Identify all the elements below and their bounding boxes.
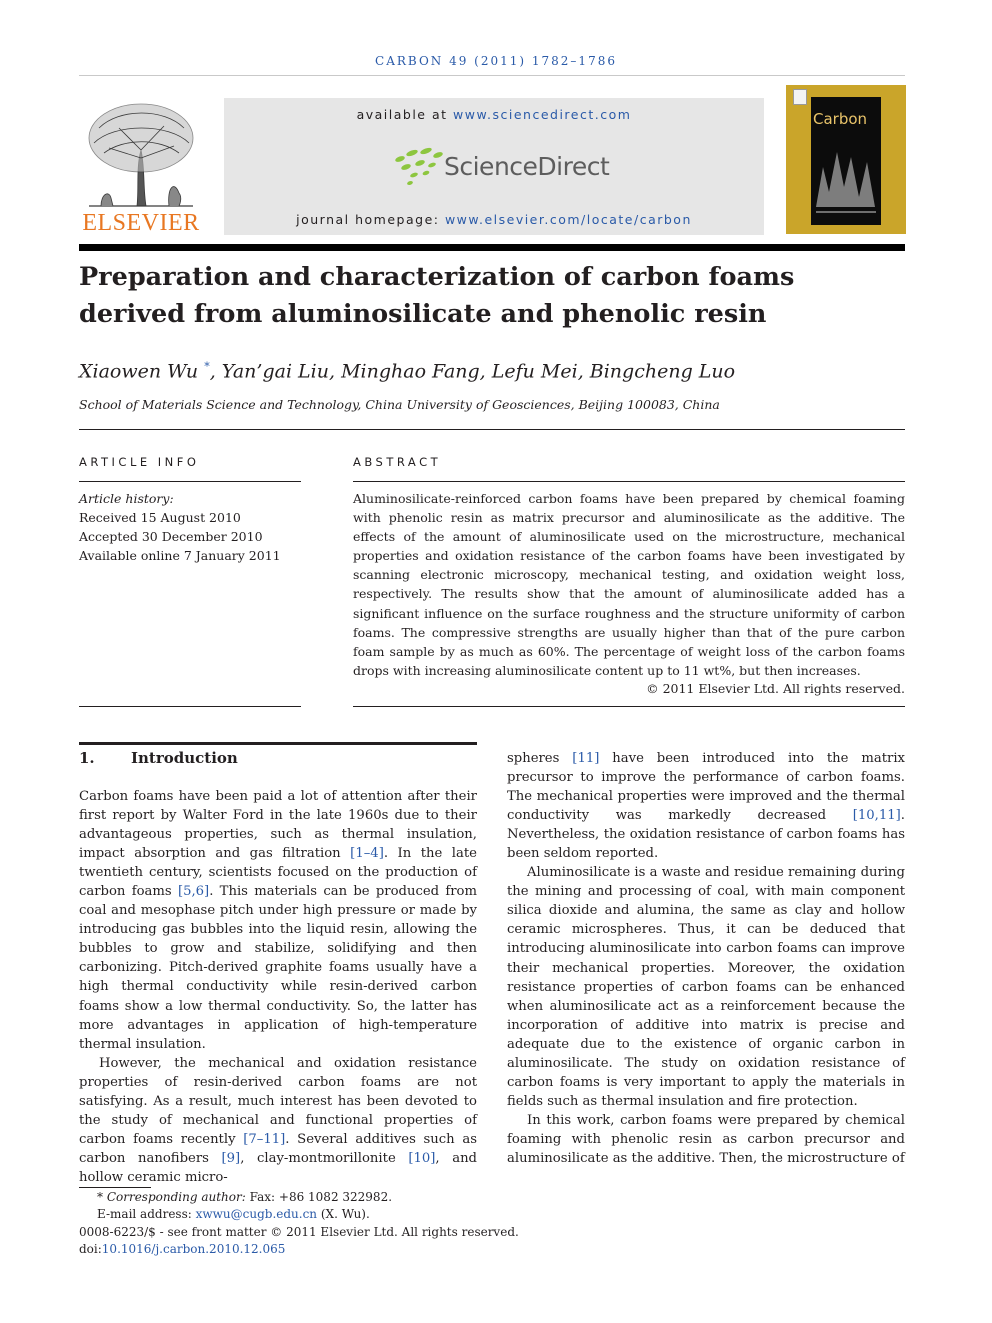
citation-link[interactable]: [9] (221, 1150, 241, 1166)
article-info-bottom-rule (79, 706, 301, 707)
email-label: E-mail address: (97, 1207, 196, 1222)
journal-reference: CARBON 49 (2011) 1782–1786 (375, 54, 617, 68)
accepted-date: Accepted 30 December 2010 (79, 529, 263, 544)
history-heading: Article history: (79, 491, 174, 506)
doi-link[interactable]: 10.1016/j.carbon.2010.12.065 (101, 1241, 286, 1256)
paragraph: Aluminosilicate is a waste and residue remaining during the mining and processing of coal, with main component silica dioxide and alumina, the same as clay and hollow ceramic microspheres. Thus, it can be deduced that introducing aluminosilicate into carbon foams can improve their mechanical properties. Moreover, the oxidation resistance properties of carbon foams can be enhanced when aluminosilicate act as a reinforcement because the incorporation of additive into matrix is precise and adequate due to the existence of organic carbon in aluminosilicate. The study on oxidation resistance of carbon foams is very important to apply the materials in fields such as thermal insulation and fire protection. (507, 865, 905, 1109)
section-title: Introduction (131, 749, 238, 767)
section-number: 1. (79, 749, 95, 767)
received-date: Received 15 August 2010 (79, 510, 241, 525)
abstract-top-rule (353, 481, 905, 482)
other-authors: , Yan’gai Liu, Minghao Fang, Lefu Mei, Bingcheng Luo (209, 360, 736, 383)
sciencedirect-wordmark: ScienceDirect (444, 152, 610, 181)
intro-heading-rule (79, 742, 477, 745)
text-run: However, the mechanical and oxidation resistance properties of resin-derived carbon foams are not satisfying. As a result, much interest has been devoted to the study of mechanical and functional properties of carbon foams recently (79, 1055, 477, 1147)
available-at-line (224, 107, 764, 122)
email-link[interactable]: xwwu@cugb.edu.cn (195, 1207, 318, 1222)
citation-link[interactable]: [10] (408, 1150, 436, 1166)
text-run: . In the late twentieth century, scientists focused on the production of carbon foams (79, 846, 477, 900)
article-history (79, 489, 281, 565)
online-date: Available online 7 January 2011 (79, 548, 281, 563)
footnote-star: * (97, 1190, 103, 1204)
paragraph (79, 787, 477, 1054)
abstract-copyright: © 2011 Elsevier Ltd. All rights reserved. (646, 681, 905, 696)
email-note (79, 1206, 519, 1223)
email-suffix: (X. Wu). (317, 1207, 370, 1222)
citation-link[interactable]: [5,6] (177, 884, 210, 900)
footnote-rule (79, 1187, 151, 1188)
header-top-rule (79, 75, 905, 76)
corresponding-author-mark[interactable]: * (204, 360, 210, 373)
body-column-right (507, 749, 905, 1168)
header-thick-rule (79, 244, 905, 251)
text-run: , clay-montmorillonite (240, 1150, 409, 1166)
text-run: spheres (507, 751, 573, 766)
intro-heading (79, 749, 238, 767)
elsevier-wordmark: ELSEVIER (82, 210, 200, 236)
first-author[interactable]: Xiaowen Wu (79, 360, 199, 383)
footnotes (79, 1189, 519, 1258)
cover-title: Carbon (813, 110, 868, 128)
available-prefix: available at (356, 107, 453, 122)
journal-homepage-link[interactable]: www.elsevier.com/locate/carbon (444, 212, 692, 227)
text-run: . Several additives such as carbon nanofibers (79, 1131, 477, 1166)
cover-qr-icon (793, 89, 807, 105)
text-run: , and hollow ceramic micro- (79, 1150, 478, 1185)
article-info-top-rule (79, 481, 301, 482)
journal-cover-image (786, 85, 906, 234)
citation-link[interactable]: [7–11] (243, 1131, 286, 1147)
doi-prefix: doi: (79, 1241, 102, 1256)
paragraph: In this work, carbon foams were prepared by chemical foaming with phenolic resin as carbon precursor and aluminosilicate as the additive. Then, the microstructure of (507, 1112, 905, 1166)
corresponding-author-note (79, 1189, 519, 1206)
citation-link[interactable]: [10,11] (852, 808, 901, 824)
affiliation: School of Materials Science and Technology, China University of Geosciences, Beijing 100083, China (79, 397, 720, 412)
footnote-label: Corresponding author: (106, 1190, 246, 1204)
homepage-prefix: journal homepage: (296, 212, 445, 227)
abstract-heading: ABSTRACT (353, 455, 442, 469)
paragraph (79, 1054, 477, 1187)
text-run: have been introduced into the matrix precursor to improve the performance of carbon foams. The mechanical properties were improved and the thermal conductivity was markedly decreased (507, 751, 905, 824)
citation-link[interactable]: [11] (572, 751, 600, 766)
abstract-body: Aluminosilicate-reinforced carbon foams have been prepared by chemical foaming with phenolic resin as matrix precursor and aluminosilicate as the additive. The effects of the amount of aluminosilicate used on the microstructure, mechanical properties and oxidation resistance of the carbon foams have been investigated by scanning electronic microscopy, mechanical testing, and oxidation weight loss, respectively. The results show that the amount of aluminosilicate added has a significant influence on the surface roughness and the structure uniformity of carbon foams. The compressive strengths are usually higher than that of the pure carbon foam sample by as much as 60%. The percentage of weight loss of the carbon foams drops with increasing aluminosilicate content up to 11 wt%, but then increases. (353, 491, 905, 678)
text-run: . Nevertheless, the oxidation resistance of carbon foams has been seldom reported. (507, 808, 905, 862)
sciencedirect-link[interactable]: www.sciencedirect.com (453, 107, 632, 122)
journal-homepage-line (224, 212, 764, 227)
article-info-heading: ARTICLE INFO (79, 455, 200, 469)
text-run: . This materials can be produced from coal and mesophase pitch under high pressure or made by introducing gas bubbles into the liquid resin, allowing the bubbles to grow and stabilize, solidifying and then carbonizing. Pitch-derived graphite foams usually have a high thermal conductivity while resin-derived carbon foams show a low thermal conductivity. So, the latter has more advantages in application of high-temperature thermal insulation. (79, 884, 477, 1052)
citation-link[interactable]: [1–4] (350, 846, 384, 862)
text-run: Carbon foams have been paid a lot of attention after their first report by Walter Ford in the late 1960s due to their advantageous properties, such as thermal insulation, impact absorption and gas filtration (79, 789, 477, 862)
body-column-left (79, 787, 477, 1187)
issn-line: 0008-6223/$ - see front matter © 2011 Elsevier Ltd. All rights reserved. (79, 1224, 519, 1239)
author-list (79, 360, 735, 382)
fax-number: Fax: +86 1082 322982. (245, 1190, 393, 1204)
paragraph (507, 749, 905, 863)
paper-title: Preparation and characterization of carbon foams derived from aluminosilicate and phenolic resin (79, 262, 795, 329)
doi-line (79, 1241, 519, 1258)
affiliation-rule (79, 429, 905, 430)
abstract-bottom-rule (353, 706, 905, 707)
